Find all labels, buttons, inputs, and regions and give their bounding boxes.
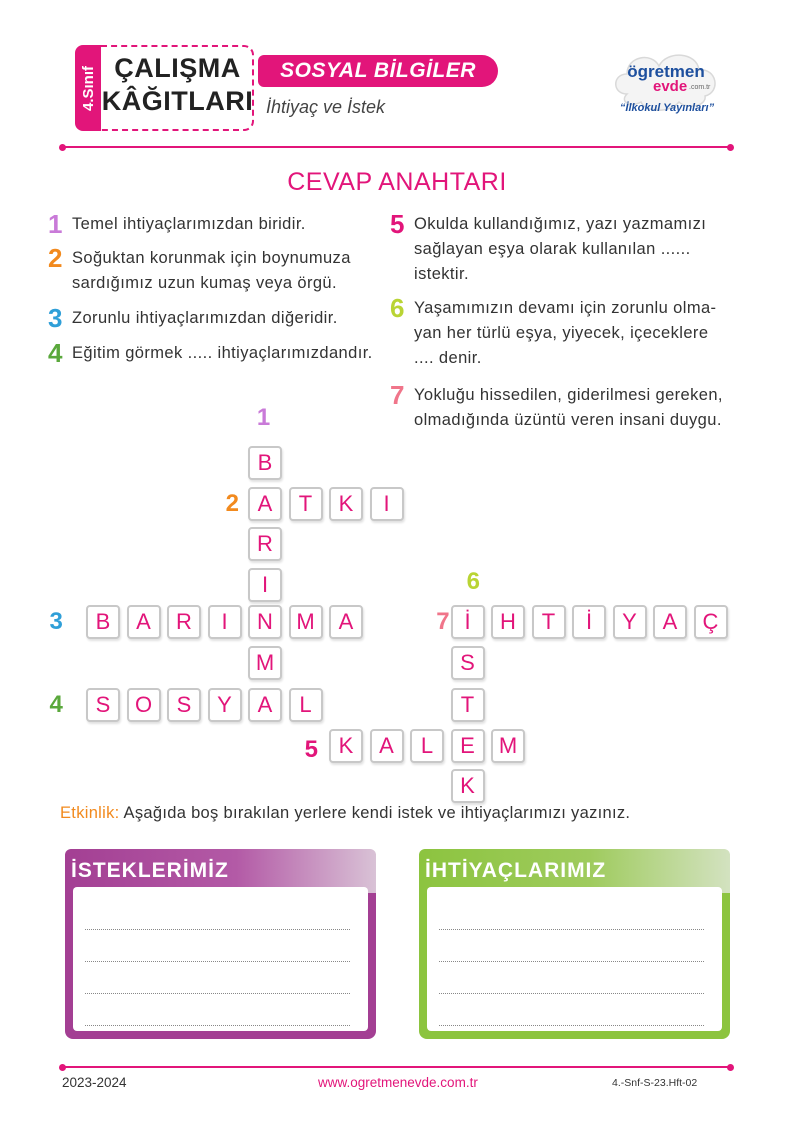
- crossword-cell[interactable]: T: [532, 605, 566, 639]
- crossword-cell[interactable]: N: [248, 605, 282, 639]
- writing-line: [439, 993, 704, 994]
- crossword-cell[interactable]: L: [410, 729, 444, 763]
- footer-divider: [62, 1066, 730, 1068]
- topic-title: İhtiyaç ve İstek: [266, 97, 386, 117]
- logo-tld: .com.tr: [689, 84, 711, 91]
- crossword-number: 4: [49, 691, 63, 718]
- worksheet-title: ÇALIŞMA KÂĞITLARI: [101, 53, 254, 116]
- clue-text: sağlayan eşya olarak kullanılan ......: [414, 240, 691, 258]
- crossword-number: 2: [225, 489, 240, 517]
- logo-word-ogretmen: ögretmen: [627, 62, 705, 81]
- crossword-cell[interactable]: H: [491, 605, 525, 639]
- logo-word-evde: evde: [653, 78, 688, 95]
- crossword-cell[interactable]: L: [289, 688, 323, 722]
- crossword-cell[interactable]: S: [167, 688, 201, 722]
- crossword-number: 5: [304, 735, 318, 763]
- clue-text: yan her türlü eşya, yiyecek, içeceklere: [414, 324, 709, 342]
- crossword-number: 7: [436, 608, 450, 635]
- clue-number: 7: [390, 380, 405, 410]
- clue-number: 1: [48, 209, 63, 239]
- wishes-card: [65, 849, 376, 1039]
- crossword-cell[interactable]: Y: [208, 688, 242, 722]
- crossword-cell[interactable]: A: [370, 729, 404, 763]
- crossword-cell[interactable]: İ: [451, 605, 485, 639]
- crossword-cell[interactable]: A: [653, 605, 687, 639]
- clue-text: Zorunlu ihtiyaçlarımızdan diğeridir.: [72, 309, 338, 327]
- logo-tagline: “İlkokul Yayınları”: [619, 102, 715, 114]
- answer-key-title: CEVAP ANAHTARI: [287, 168, 507, 196]
- clue-text: Soğuktan korunmak için boynumuza: [72, 249, 351, 267]
- crossword-cell[interactable]: T: [289, 487, 323, 521]
- crossword-cell[interactable]: M: [491, 729, 525, 763]
- crossword-cell[interactable]: Ç: [694, 605, 728, 639]
- crossword-cell[interactable]: B: [248, 446, 282, 480]
- crossword-cell[interactable]: K: [451, 769, 485, 803]
- needs-card-title: İHTİYAÇLARIMIZ: [425, 859, 607, 882]
- clue-text: .... denir.: [414, 349, 482, 367]
- clue-text: Yokluğu hissedilen, giderilmesi gereken,: [414, 386, 723, 404]
- clue-number: 6: [390, 293, 405, 323]
- crossword-cell[interactable]: E: [451, 729, 485, 763]
- divider-dot: [727, 1064, 734, 1071]
- crossword-number: 1: [256, 404, 271, 432]
- crossword-cell[interactable]: İ: [572, 605, 606, 639]
- crossword-cell[interactable]: T: [451, 688, 485, 722]
- clue-number: 5: [390, 209, 405, 239]
- clue-text: olmadığında üzüntü veren insani duygu.: [414, 411, 722, 429]
- clue-text: Eğitim görmek ..... ihtiyaçlarımızdandır.: [72, 344, 373, 362]
- writing-line: [85, 929, 350, 930]
- crossword-cell[interactable]: O: [127, 688, 161, 722]
- crossword-cell[interactable]: M: [289, 605, 323, 639]
- writing-line: [439, 961, 704, 962]
- subject-title: SOSYAL BİLGİLER: [280, 59, 476, 82]
- needs-card: [419, 849, 730, 1039]
- crossword-cell[interactable]: R: [167, 605, 201, 639]
- needs-writing-area[interactable]: [427, 887, 722, 1031]
- wishes-card-title: İSTEKLERİMİZ: [71, 859, 229, 882]
- clue-text: Yaşamımızın devamı için zorunlu olma-: [414, 299, 717, 317]
- crossword-number: 3: [49, 608, 63, 635]
- grade-label: 4.Sınıf: [79, 65, 97, 111]
- writing-line: [85, 993, 350, 994]
- clue-number: 2: [48, 243, 63, 273]
- crossword-cell[interactable]: S: [86, 688, 120, 722]
- clue-text: Temel ihtiyaçlarımızdan biridir.: [72, 215, 306, 233]
- crossword-number: 6: [466, 567, 480, 595]
- clue-number: 3: [48, 303, 63, 333]
- crossword-cell[interactable]: R: [248, 527, 282, 561]
- crossword-cell[interactable]: K: [329, 487, 363, 521]
- clue-number: 4: [48, 338, 63, 368]
- activity-text: Aşağıda boş bırakılan yerlere kendi istek ve ihtiyaçlarımızı yazınız.: [123, 804, 631, 822]
- divider-dot: [59, 1064, 66, 1071]
- footer-year: 2023-2024: [62, 1075, 127, 1090]
- clue-text: sardığımız uzun kumaş veya örgü.: [72, 274, 337, 292]
- crossword-cell[interactable]: S: [451, 646, 485, 680]
- crossword-cell[interactable]: M: [248, 646, 282, 680]
- clue-text: istektir.: [414, 265, 469, 283]
- crossword-cell[interactable]: A: [127, 605, 161, 639]
- crossword-cell[interactable]: I: [208, 605, 242, 639]
- crossword-cell[interactable]: Y: [613, 605, 647, 639]
- wishes-writing-area[interactable]: [73, 887, 368, 1031]
- writing-line: [85, 1025, 350, 1026]
- crossword-cell[interactable]: I: [370, 487, 404, 521]
- activity-instruction: [60, 804, 630, 823]
- clue-text: Okulda kullandığımız, yazı yazmamızı: [414, 215, 707, 233]
- crossword-cell[interactable]: B: [86, 605, 120, 639]
- writing-line: [85, 961, 350, 962]
- activity-label: Etkinlik:: [60, 804, 120, 822]
- crossword-cell[interactable]: A: [248, 688, 282, 722]
- crossword-cell[interactable]: K: [329, 729, 363, 763]
- footer-code: 4.-Snf-S-23.Hft-02: [612, 1077, 698, 1089]
- writing-line: [439, 929, 704, 930]
- crossword-cell[interactable]: A: [248, 487, 282, 521]
- crossword-cell[interactable]: A: [329, 605, 363, 639]
- footer-website[interactable]: www.ogretmenevde.com.tr: [318, 1075, 478, 1090]
- crossword-cell[interactable]: I: [248, 568, 282, 602]
- writing-line: [439, 1025, 704, 1026]
